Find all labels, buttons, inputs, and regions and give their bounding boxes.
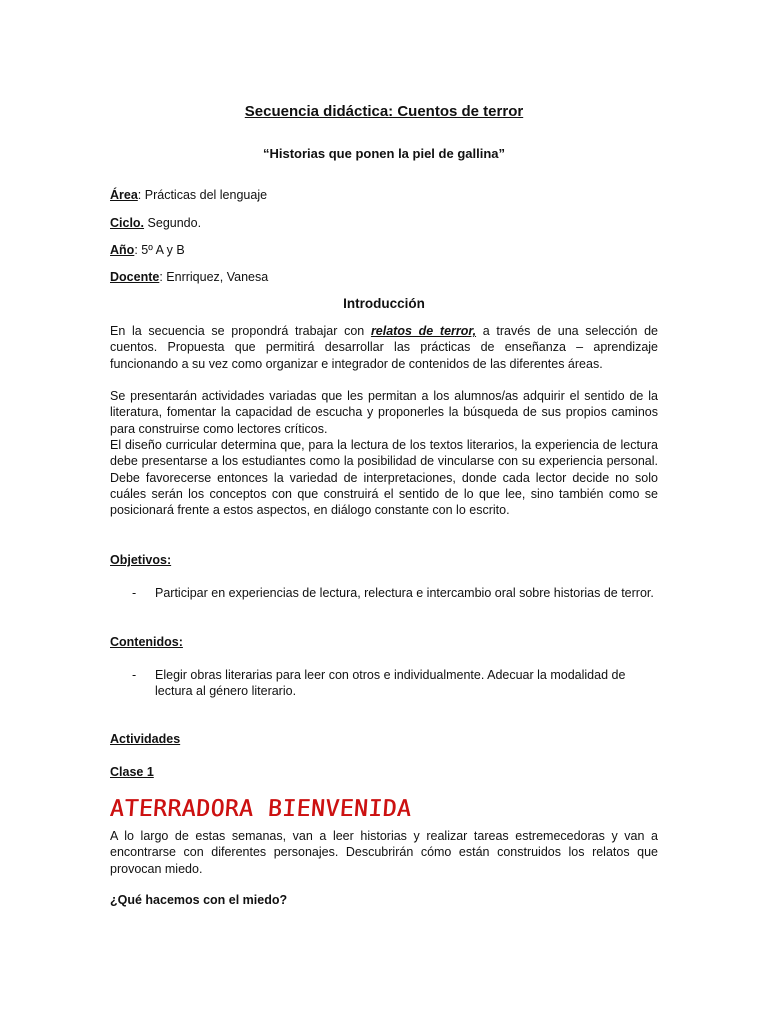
- scary-welcome-title: ATERRADORA BIENVENIDA: [109, 796, 413, 822]
- field-area-sep: :: [137, 188, 145, 202]
- document-subtitle: “Historias que ponen la piel de gallina”: [263, 146, 505, 161]
- contenidos-heading: Contenidos:: [110, 635, 183, 649]
- field-area-value: Prácticas del lenguaje: [144, 188, 268, 202]
- document-title: Secuencia didáctica: Cuentos de terror: [244, 103, 524, 120]
- field-ciclo: [110, 216, 201, 230]
- contenidos-item-text: Elegir obras literarias para leer con otros e individualmente. Adecuar la modalidad de lectura al género literario.: [155, 668, 626, 699]
- field-area-label: Área: [110, 188, 138, 202]
- field-anio: [110, 243, 185, 257]
- bullet-dash: -: [132, 586, 137, 600]
- miedo-question: ¿Qué hacemos con el miedo?: [110, 893, 288, 907]
- clase-heading: Clase 1: [110, 765, 154, 779]
- intro-p1-start: En la secuencia se propondrá trabajar con: [110, 324, 371, 338]
- field-area: [110, 188, 267, 202]
- contenidos-list-item: [110, 667, 658, 701]
- intro-p1-emphasis: relatos de terror,: [370, 324, 477, 338]
- field-anio-label: Año: [110, 243, 135, 257]
- actividades-paragraph: A lo largo de estas semanas, van a leer historias y realizar tareas estremecedoras y van a encontrarse con diferentes personajes. Descubrirán cómo están construidos los relatos que provocan miedo.: [110, 829, 658, 876]
- field-docente: [110, 270, 268, 284]
- actividades-heading: Actividades: [110, 732, 181, 746]
- field-anio-value: 5º A y B: [141, 243, 185, 257]
- bullet-dash: -: [132, 668, 137, 682]
- intro-p1-end: a través de una selección de cuentos. Propuesta que permitirá desarrollar las prácticas de enseñanza – aprendizaje funcionando a su vez como organizar e integrador de contenidos de las diferentes áreas.: [110, 324, 659, 371]
- field-anio-sep: :: [134, 243, 142, 257]
- intro-paragraph-1: [110, 323, 658, 372]
- field-docente-sep: :: [159, 270, 167, 284]
- field-ciclo-label: Ciclo.: [110, 216, 145, 230]
- objetivos-item-text: Participar en experiencias de lectura, relectura e intercambio oral sobre historias de terror.: [155, 586, 654, 600]
- field-ciclo-value: Segundo.: [147, 216, 202, 230]
- field-docente-label: Docente: [110, 270, 160, 284]
- intro-paragraph-2: Se presentarán actividades variadas que les permitan a los alumnos/as adquirir el sentido de la literatura, fomentar la capacidad de escucha y proponerles la búsqueda de sus propios caminos para construirse como lectores críticos.: [110, 389, 658, 436]
- objetivos-heading: Objetivos:: [110, 553, 172, 567]
- field-docente-value: Enrriquez, Vanesa: [166, 270, 269, 284]
- intro-heading: Introducción: [343, 296, 425, 311]
- objetivos-list-item: [110, 585, 658, 619]
- intro-paragraph-3: El diseño curricular determina que, para la lectura de los textos literarios, la experiencia de lectura debe presentarse a los estudiantes como la posibilidad de vincularse con su experiencia personal. Debe favorecerse entonces la variedad de interpretaciones, donde cada lector decide no solo cuáles serán los conceptos con que construirá el sentido de lo que lee, sino también como se posicionará frente a estos aspectos, en diálogo constante con lo escrito.: [110, 438, 658, 518]
